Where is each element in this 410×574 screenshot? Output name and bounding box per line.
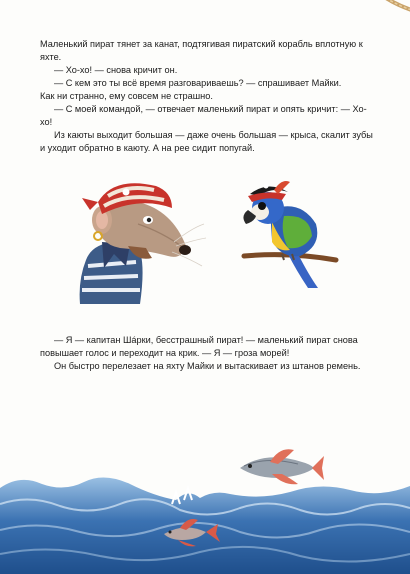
- parrot-illustration: [226, 170, 346, 290]
- paragraph: Маленький пират тянет за канат, подтягивая пиратский корабль вплотную к яхте.: [40, 39, 363, 62]
- story-text-top: [40, 38, 375, 155]
- paragraph: — С кем это ты всё время разговариваешь? — спрашивает Майки.: [54, 78, 342, 88]
- paragraph: — С моей командой, — отвечает маленький пират и опять кричит: — Хо-хо!: [40, 104, 367, 127]
- paragraph: — Хо-хо! — снова кричит он.: [54, 65, 178, 75]
- rat-pirate-illustration: [68, 162, 208, 304]
- rope-corner-decoration: [360, 0, 410, 26]
- paragraph: Из каюты выходит большая — даже очень большая — крыса, скалит зубы и уходит обратно в каюту. А на рее сидит попугай.: [40, 130, 373, 153]
- paragraph: Как ни странно, ему совсем не страшно.: [40, 91, 213, 101]
- paragraph: — Я — капитан Шáрки, бесстрашный пират! — маленький пират снова повышает голос и переходит на крик. — Я — гроза морей!: [40, 335, 358, 358]
- flying-fish-illustration: [158, 512, 222, 552]
- flying-fish-illustration: [232, 444, 324, 490]
- paragraph: Он быстро перелезает на яхту Майки и вытаскивает из штанов ремень.: [54, 361, 361, 371]
- story-text-bottom: [40, 334, 375, 373]
